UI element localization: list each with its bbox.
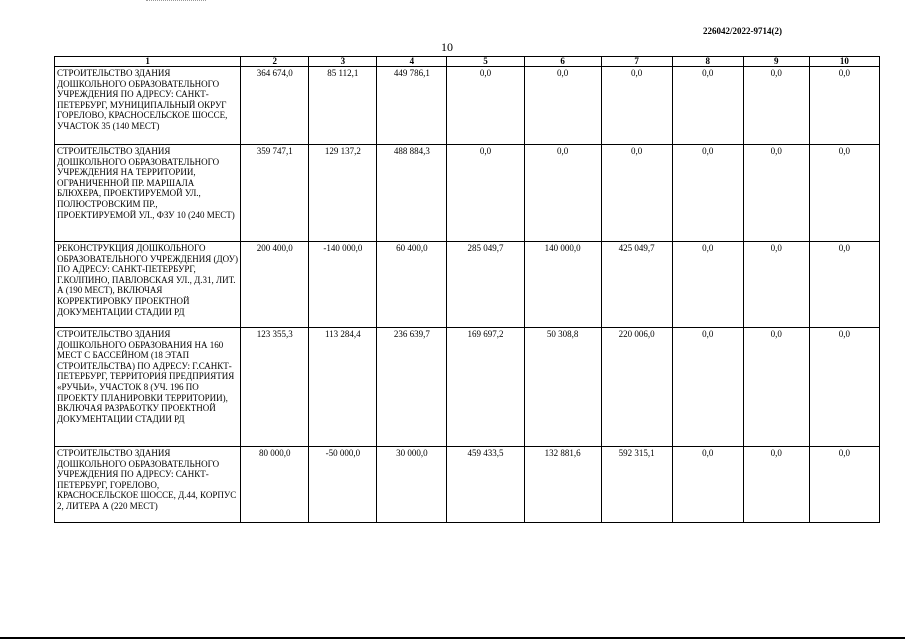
table-cell: -50 000,0	[309, 447, 377, 523]
scan-artifact	[146, 0, 206, 3]
table-cell: 0,0	[809, 145, 879, 242]
table-cell: 140 000,0	[524, 242, 601, 328]
object-description: СТРОИТЕЛЬСТВО ЗДАНИЯ ДОШКОЛЬНОГО ОБРАЗОВАТЕЛЬНОГО УЧРЕЖДЕНИЯ ПО АДРЕСУ: САНКТ-ПЕТЕРБУРГ, ГОРЕЛОВО, КРАСНОСЕЛЬСКОЕ ШОССЕ, Д.44, КОРПУС 2, ЛИТЕРА А (220 МЕСТ)	[55, 447, 241, 523]
column-header: 2	[241, 57, 309, 67]
column-header: 4	[377, 57, 447, 67]
table-row	[55, 447, 880, 523]
column-header: 6	[524, 57, 601, 67]
table-row	[55, 242, 880, 328]
table-cell: 0,0	[447, 67, 524, 145]
table-row	[55, 67, 880, 145]
table-cell: 0,0	[809, 242, 879, 328]
table-cell: 0,0	[672, 67, 743, 145]
table-cell: 0,0	[524, 145, 601, 242]
table-cell: 0,0	[524, 67, 601, 145]
table-cell: 0,0	[601, 145, 672, 242]
table-cell: 0,0	[672, 447, 743, 523]
table-cell: 459 433,5	[447, 447, 524, 523]
table-cell: 0,0	[809, 447, 879, 523]
table-row	[55, 145, 880, 242]
table-cell: 425 049,7	[601, 242, 672, 328]
table-cell: 0,0	[743, 447, 809, 523]
column-header: 7	[601, 57, 672, 67]
budget-table	[54, 56, 880, 523]
column-header: 9	[743, 57, 809, 67]
table-cell: -140 000,0	[309, 242, 377, 328]
table-cell: 0,0	[672, 145, 743, 242]
table-cell: 129 137,2	[309, 145, 377, 242]
column-header: 1	[55, 57, 241, 67]
document-number: 226042/2022-9714(2)	[703, 26, 782, 36]
table-cell: 220 006,0	[601, 328, 672, 447]
table-cell: 0,0	[672, 328, 743, 447]
table-cell: 285 049,7	[447, 242, 524, 328]
column-header: 8	[672, 57, 743, 67]
table-cell: 0,0	[743, 145, 809, 242]
table-cell: 85 112,1	[309, 67, 377, 145]
table-cell: 0,0	[601, 67, 672, 145]
object-description: РЕКОНСТРУКЦИЯ ДОШКОЛЬНОГО ОБРАЗОВАТЕЛЬНОГО УЧРЕЖДЕНИЯ (ДОУ) ПО АДРЕСУ: САНКТ-ПЕТЕРБУРГ, Г.КОЛПИНО, ПАВЛОВСКАЯ УЛ., Д.31, ЛИТ. А (190 МЕСТ), ВКЛЮЧАЯ КОРРЕКТИРОВКУ ПРОЕКТНОЙ ДОКУМЕНТАЦИИ СТАДИИ РД	[55, 242, 241, 328]
table-cell: 60 400,0	[377, 242, 447, 328]
table-cell: 0,0	[809, 328, 879, 447]
column-header: 5	[447, 57, 524, 67]
table-cell: 50 308,8	[524, 328, 601, 447]
table-cell: 132 881,6	[524, 447, 601, 523]
column-header: 10	[809, 57, 879, 67]
table-cell: 0,0	[743, 328, 809, 447]
table-cell: 449 786,1	[377, 67, 447, 145]
table-cell: 488 884,3	[377, 145, 447, 242]
table-cell: 359 747,1	[241, 145, 309, 242]
table-cell: 169 697,2	[447, 328, 524, 447]
table-cell: 592 315,1	[601, 447, 672, 523]
table-cell: 123 355,3	[241, 328, 309, 447]
table-cell: 364 674,0	[241, 67, 309, 145]
table-cell: 0,0	[743, 67, 809, 145]
table-cell: 200 400,0	[241, 242, 309, 328]
table-cell: 113 284,4	[309, 328, 377, 447]
page-number: 10	[441, 40, 453, 54]
object-description: СТРОИТЕЛЬСТВО ЗДАНИЯ ДОШКОЛЬНОГО ОБРАЗОВАНИЯ НА 160 МЕСТ С БАССЕЙНОМ (18 ЭТАП СТРОИТЕЛЬСТВА) ПО АДРЕСУ: Г.САНКТ-ПЕТЕРБУРГ, ТЕРРИТОРИЯ ПРЕДПРИЯТИЯ «РУЧЬИ», УЧАСТОК 8 (УЧ. 196 ПО ПРОЕКТУ ПЛАНИРОВКИ ТЕРРИТОРИИ), ВКЛЮЧАЯ РАЗРАБОТКУ ПРОЕКТНОЙ ДОКУМЕНТАЦИИ СТАДИИ РД	[55, 328, 241, 447]
table-cell: 30 000,0	[377, 447, 447, 523]
header-row	[55, 57, 880, 67]
object-description: СТРОИТЕЛЬСТВО ЗДАНИЯ ДОШКОЛЬНОГО ОБРАЗОВАТЕЛЬНОГО УЧРЕЖДЕНИЯ НА ТЕРРИТОРИИ, ОГРАНИЧЕННОЙ ПР. МАРШАЛА БЛЮХЕРА, ПРОЕКТИРУЕМОЙ УЛ., ПОЛЮСТРОВСКИМ ПР., ПРОЕКТИРУЕМОЙ УЛ., ФЗУ 10 (240 МЕСТ)	[55, 145, 241, 242]
table-cell: 0,0	[672, 242, 743, 328]
table-row	[55, 328, 880, 447]
column-header: 3	[309, 57, 377, 67]
scan-bottom-edge	[0, 637, 905, 639]
table-cell: 80 000,0	[241, 447, 309, 523]
table-cell: 236 639,7	[377, 328, 447, 447]
object-description: СТРОИТЕЛЬСТВО ЗДАНИЯ ДОШКОЛЬНОГО ОБРАЗОВАТЕЛЬНОГО УЧРЕЖДЕНИЯ ПО АДРЕСУ: САНКТ-ПЕТЕРБУРГ, МУНИЦИПАЛЬНЫЙ ОКРУГ ГОРЕЛОВО, КРАСНОСЕЛЬСКОЕ ШОССЕ, УЧАСТОК 35 (140 МЕСТ)	[55, 67, 241, 145]
table-cell: 0,0	[447, 145, 524, 242]
table-cell: 0,0	[743, 242, 809, 328]
table-cell: 0,0	[809, 67, 879, 145]
